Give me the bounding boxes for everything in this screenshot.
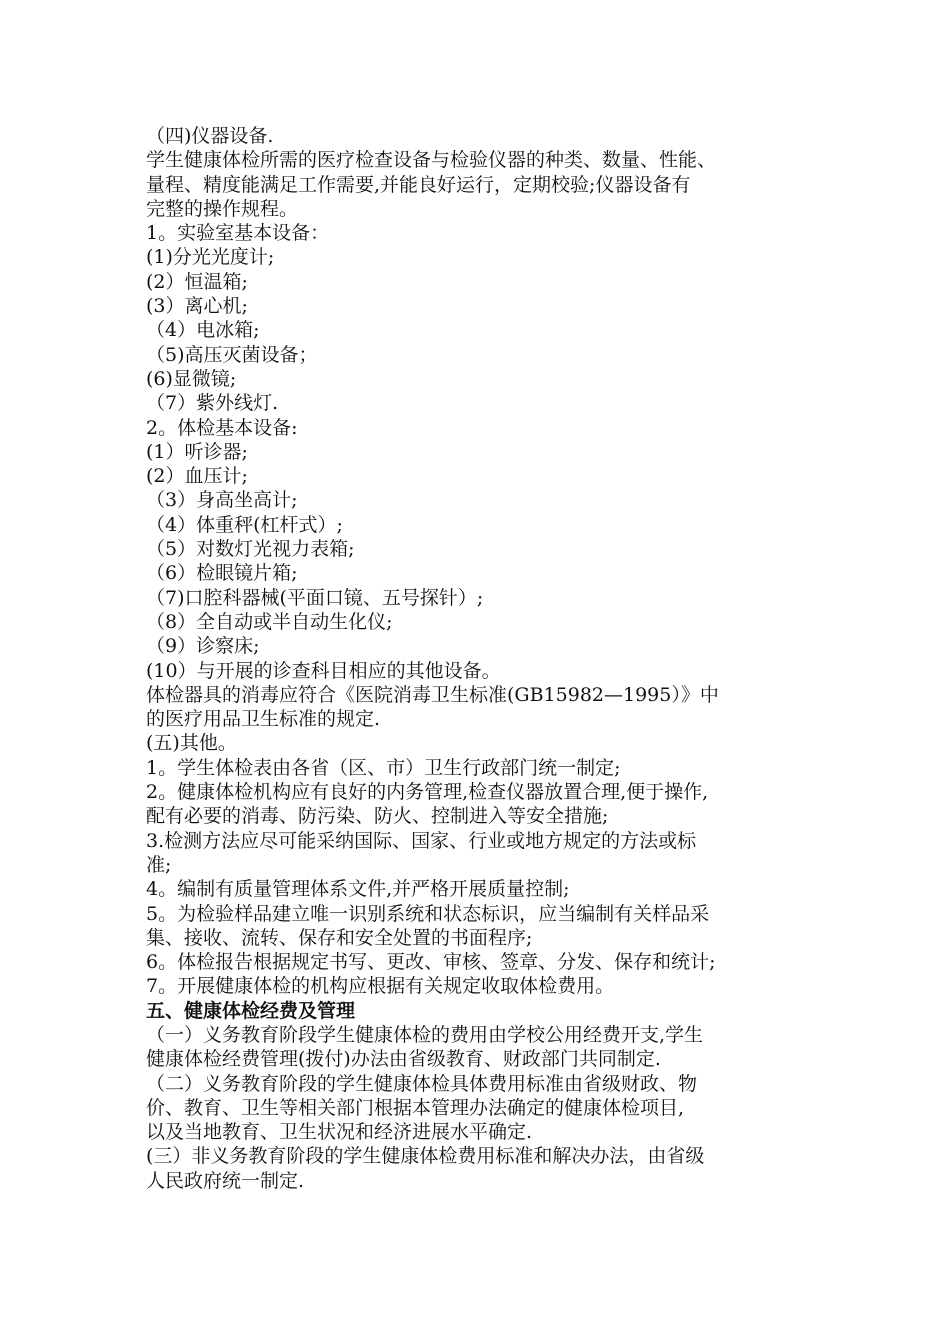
text-line-list-item: （7）紫外线灯. (146, 392, 279, 415)
text-line-list-item: (3）离心机; (146, 295, 248, 318)
text-line-list-item: 准; (146, 853, 172, 876)
text-line-paragraph: 人民政府统一制定. (146, 1169, 305, 1192)
text-line-list-item: (10）与开展的诊查科目相应的其他设备。 (146, 659, 501, 682)
text-line-paragraph: 的医疗用品卫生标准的规定. (146, 708, 381, 731)
text-line-list-item: 7。开展健康体检的机构应根据有关规定收取体检费用。 (146, 975, 615, 998)
text-line-subheading: （四)仪器设备. (146, 125, 274, 147)
text-line-list-item: 1。学生体检表由各省（区、市）卫生行政部门统一制定; (146, 756, 621, 779)
text-line-list-item: （4）体重秤(杠杆式）; (146, 513, 343, 536)
text-line-subheading: (五)其他。 (146, 732, 237, 755)
text-line-paragraph: （一）义务教育阶段学生健康体检的费用由学校公用经费开支,学生 (146, 1023, 704, 1046)
text-line-list-item: 配有必要的消毒、防污染、防火、控制进入等安全措施; (146, 805, 609, 828)
text-line-list-item: 5。为检验样品建立唯一识别系统和状态标识，应当编制有关样品采 (146, 902, 710, 925)
text-line-list-item: （5)高压灭菌设备； (146, 343, 318, 366)
text-line-paragraph: 体检器具的消毒应符合《医院消毒卫生标准(GB15982—1995）》中 (146, 683, 719, 706)
text-line-list-item: （3）身高坐高计; (146, 489, 298, 512)
text-line-list-item: 6。体检报告根据规定书写、更改、审核、签章、分发、保存和统计; (146, 951, 716, 974)
text-line-list-item: 3.检测方法应尽可能采纳国际、国家、行业或地方规定的方法或标 (146, 829, 697, 852)
document-page (146, 124, 830, 1193)
text-line-list-item: 4。编制有质量管理体系文件,并严格开展质量控制; (146, 878, 570, 901)
text-line-list-item: 2。健康体检机构应有良好的内务管理,检查仪器放置合理,便于操作, (146, 781, 709, 804)
text-line-heading: 五、健康体检经费及管理 (146, 999, 356, 1022)
text-line-list-item: (2）血压计; (146, 465, 248, 488)
text-line-list-item: (2）恒温箱; (146, 270, 248, 293)
text-line-paragraph: 学生健康体检所需的医疗检查设备与检验仪器的种类、数量、性能、 (146, 149, 717, 172)
text-line-list-item: （7)口腔科器械(平面口镜、五号探针）; (146, 586, 484, 609)
text-line-list-item: （8）全自动或半自动生化仪; (146, 610, 393, 633)
text-line-list-item: (1）听诊器; (146, 440, 248, 463)
text-line-list-item: （5）对数灯光视力表箱; (146, 538, 355, 561)
text-line-list-item: 集、接收、流转、保存和安全处置的书面程序; (146, 926, 533, 949)
text-line-list-item: (6)显微镜; (146, 367, 237, 390)
text-line-list-item: （9）诊察床; (146, 635, 260, 658)
text-line-paragraph: (三）非义务教育阶段的学生健康体检费用标准和解决办法，由省级 (146, 1145, 705, 1168)
text-line-paragraph: 健康体检经费管理(拨付)办法由省级教育、财政部门共同制定. (146, 1048, 661, 1071)
text-line-list-heading: 2。体检基本设备: (146, 416, 298, 439)
text-line-paragraph: 完整的操作规程。 (146, 197, 299, 220)
text-line-paragraph: （二）义务教育阶段的学生健康体检具体费用标准由省级财政、物 (146, 1072, 698, 1095)
text-line-paragraph: 以及当地教育、卫生状况和经济进展水平确定. (146, 1121, 533, 1144)
text-line-list-heading: 1。实验室基本设备： (146, 222, 330, 245)
text-line-list-item: （6）检眼镜片箱; (146, 562, 298, 585)
text-line-list-item: （4）电冰箱; (146, 319, 260, 342)
text-line-paragraph: 价、教育、卫生等相关部门根据本管理办法确定的健康体检项目, (146, 1096, 685, 1119)
text-line-list-item: (1)分光光度计; (146, 246, 275, 269)
text-line-paragraph: 量程、精度能满足工作需要,并能良好运行，定期校验;仪器设备有 (146, 173, 691, 196)
